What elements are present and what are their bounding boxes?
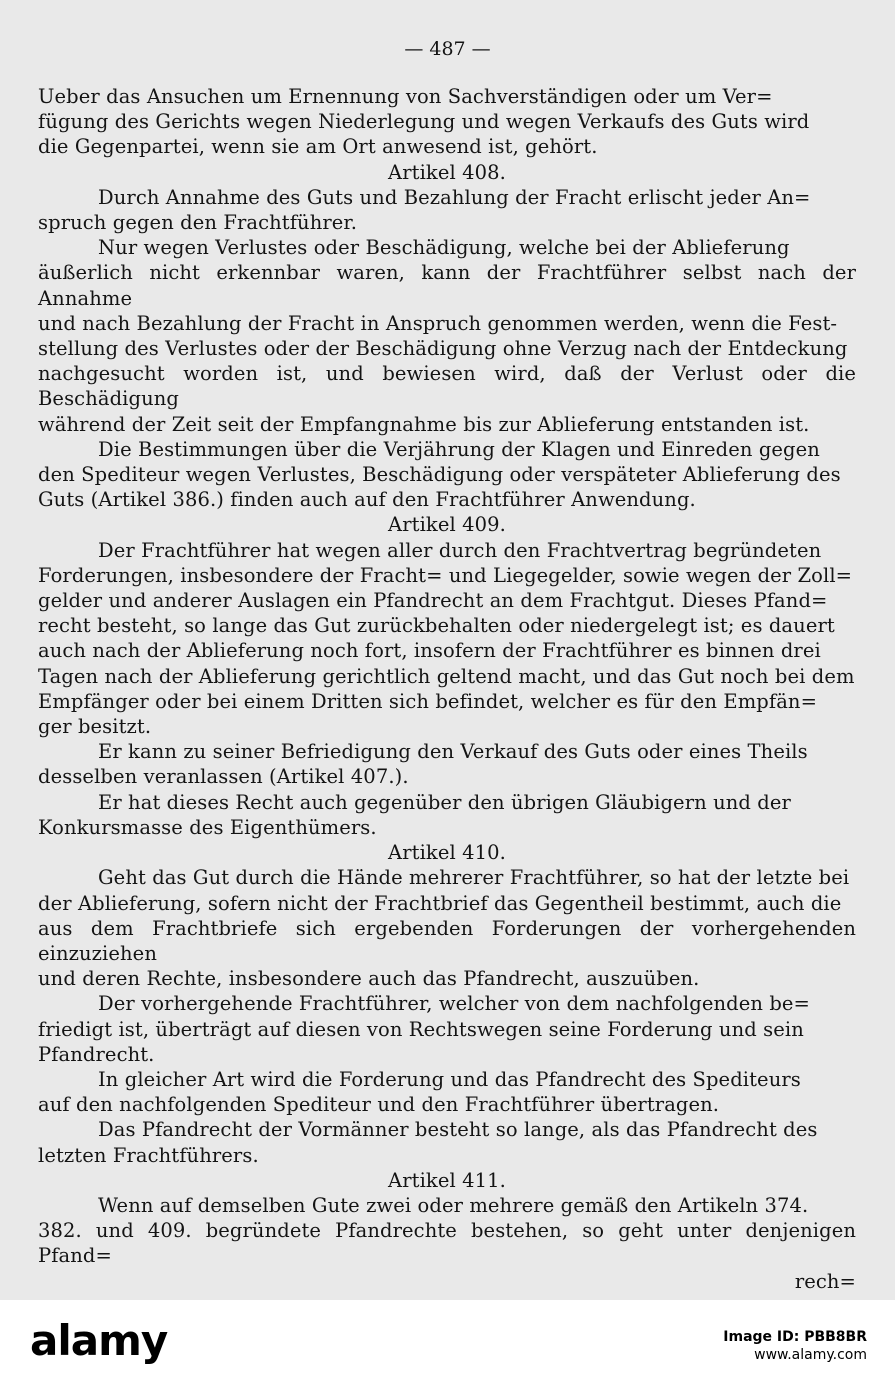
text-line: Pfandrecht. [38, 1042, 155, 1066]
text-line: Er hat dieses Recht auch gegenüber den übrigen Gläubigern und der [98, 790, 791, 814]
text-line: Empfänger oder bei einem Dritten sich befindet, welcher es für den Empfän= [38, 689, 818, 713]
text-line: auch nach der Ablieferung noch fort, insofern der Frachtführer es binnen drei [38, 639, 821, 663]
text-line: spruch gegen den Frachtführer. [38, 211, 357, 235]
text-line: 382. und 409. begründete Pfandrechte bestehen, so geht unter denjenigen Pfand= [38, 1219, 856, 1268]
text-line: Ueber das Ansuchen um Ernennung von Sachverständigen oder um Ver= [38, 85, 773, 108]
image-id: Image ID: PBB8BR [723, 1329, 867, 1345]
text-line: der Ablieferung, sofern nicht der Frachtbrief das Gegentheil bestimmt, auch die [38, 891, 842, 915]
article-heading-408: Artikel 408. [388, 160, 506, 184]
text-line: Die Bestimmungen über die Verjährung der Klagen und Einreden gegen [98, 437, 820, 461]
text-line: In gleicher Art wird die Forderung und das Pfandrecht des Spediteurs [98, 1067, 801, 1091]
watermark-meta [723, 1328, 867, 1364]
text-line: die Gegenpartei, wenn sie am Ort anwesend ist, gehört. [38, 135, 598, 159]
text-line: Forderungen, insbesondere der Fracht= und Liegegelder, sowie wegen der Zoll= [38, 563, 853, 587]
text-line: nachgesucht worden ist, und bewiesen wird, daß der Verlust oder die Beschädigung [38, 362, 856, 411]
text-line: recht besteht, so lange das Gut zurückbehalten oder niedergelegt ist; es dauert [38, 614, 835, 638]
text-line: fügung des Gerichts wegen Niederlegung und wegen Verkaufs des Guts wird [38, 110, 810, 134]
site-url: www.alamy.com [754, 1347, 867, 1363]
text-line: letzten Frachtführers. [38, 1143, 259, 1167]
text-line: gelder und anderer Auslagen ein Pfandrecht an dem Frachtgut. Dieses Pfand= [38, 589, 828, 613]
text-line: und deren Rechte, insbesondere auch das Pfandrecht, auszuüben. [38, 967, 700, 991]
text-line: stellung des Verlustes oder der Beschädigung ohne Verzug nach der Entdeckung [38, 337, 848, 361]
text-line: Der vorhergehende Frachtführer, welcher von dem nachfolgenden be= [98, 992, 810, 1016]
text-line: den Spediteur wegen Verlustes, Beschädigung oder verspäteter Ablieferung des [38, 463, 841, 487]
article-heading-411: Artikel 411. [388, 1168, 506, 1192]
article-heading-410: Artikel 410. [388, 841, 506, 865]
alamy-logo: alamy [30, 1316, 168, 1365]
text-line: Durch Annahme des Guts und Bezahlung der Fracht erlischt jeder An= [98, 185, 811, 209]
text-line: Geht das Gut durch die Hände mehrerer Frachtführer, so hat der letzte bei [98, 866, 850, 890]
text-line: Nur wegen Verlustes oder Beschädigung, welche bei der Ablieferung [98, 236, 790, 260]
text-line: Guts (Artikel 386.) finden auch auf den Frachtführer Anwendung. [38, 488, 696, 512]
text-line: äußerlich nicht erkennbar waren, kann der Frachtführer selbst nach der Annahme [38, 261, 856, 310]
text-line: aus dem Frachtbriefe sich ergebenden Forderungen der vorhergehenden einzuziehen [38, 916, 856, 965]
catchword: rech= [794, 1269, 856, 1293]
text-body [38, 84, 856, 1294]
text-line: Er kann zu seiner Befriedigung den Verkauf des Guts oder eines Theils [98, 740, 808, 764]
text-line: Konkursmasse des Eigenthümers. [38, 815, 377, 839]
text-line: Das Pfandrecht der Vormänner besteht so lange, als das Pfandrecht des [98, 1118, 818, 1142]
text-line: Tagen nach der Ablieferung gerichtlich geltend macht, und das Gut noch bei dem [38, 664, 855, 688]
text-line: friedigt ist, überträgt auf diesen von Rechtswegen seine Forderung und sein [38, 1017, 804, 1041]
text-line: Wenn auf demselben Gute zwei oder mehrere gemäß den Artikeln 374. [98, 1193, 809, 1217]
text-line: desselben veranlassen (Artikel 407.). [38, 765, 409, 789]
text-line: auf den nachfolgenden Spediteur und den Frachtführer übertragen. [38, 1093, 720, 1117]
text-line: und nach Bezahlung der Fracht in Anspruch genommen werden, wenn die Fest- [38, 311, 838, 335]
page-number: — 487 — [404, 38, 491, 60]
article-heading-409: Artikel 409. [388, 513, 506, 537]
text-line: während der Zeit seit der Empfangnahme bis zur Ablieferung entstanden ist. [38, 412, 810, 436]
text-line: ger besitzt. [38, 715, 152, 739]
text-line: Der Frachtführer hat wegen aller durch den Frachtvertrag begründeten [98, 538, 822, 562]
